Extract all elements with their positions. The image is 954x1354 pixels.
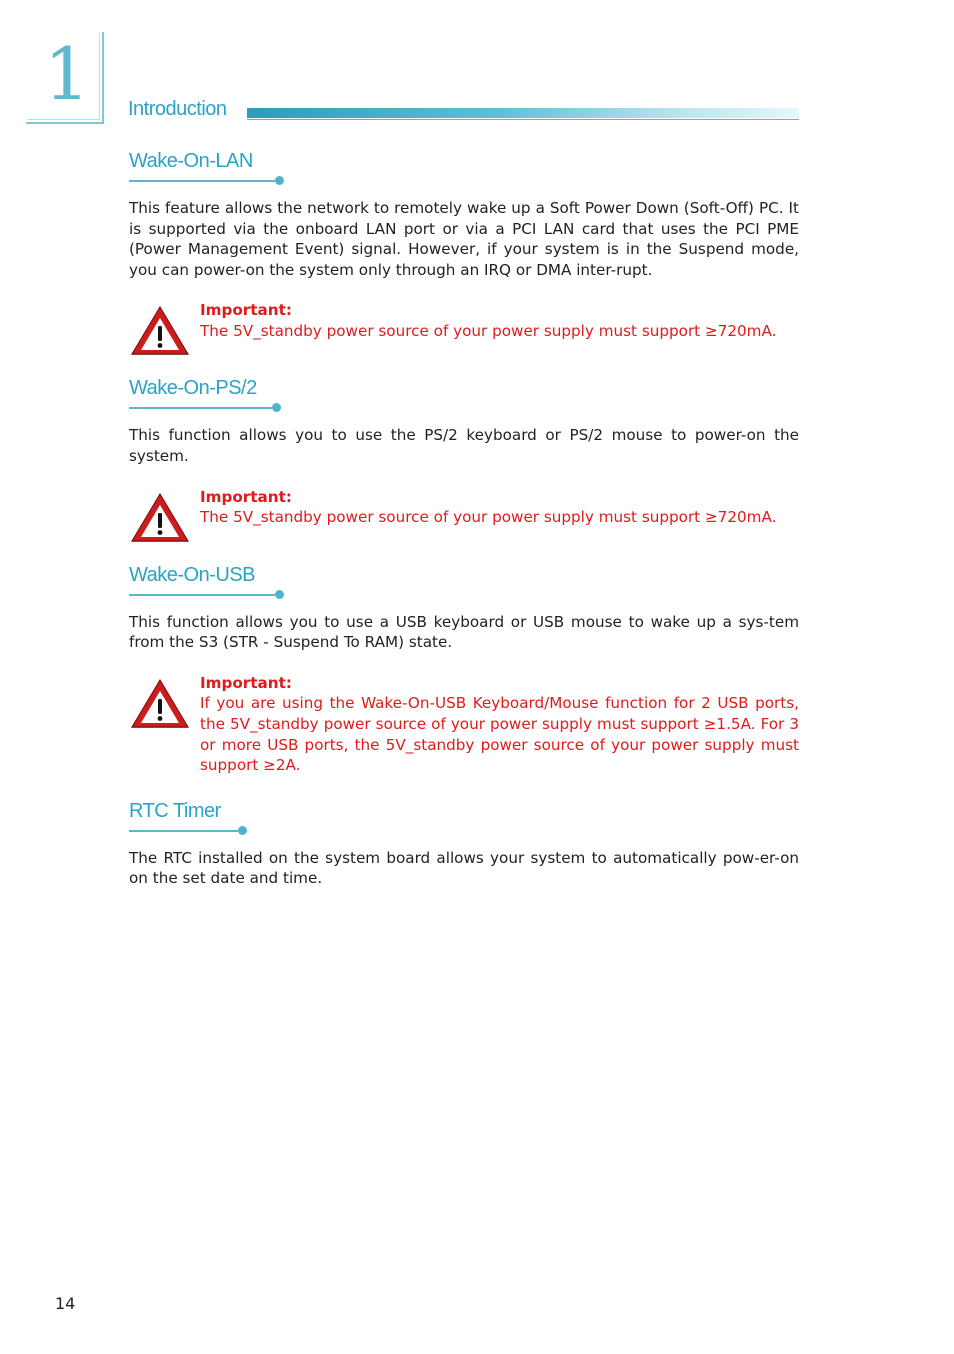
page-number: 14 [55,1294,76,1313]
chapter-title: Introduction [128,98,227,120]
section-title: Wake-On-USB [129,563,256,586]
section-title-rule [129,176,799,186]
section-body: This function allows you to use the PS/2 keyboard or PS/2 mouse to power-on the system. [129,426,799,465]
notice-label: Important: [200,673,292,692]
warning-triangle-icon [129,491,191,545]
section-title: RTC Timer [129,799,221,822]
section-wake-on-usb [129,560,799,776]
notice-text: The 5V_standby power source of your power supply must support ≥720mA. [200,508,777,527]
important-notice [129,673,799,776]
section-body: This feature allows the network to remotely wake up a Soft Power Down (Soft-Off) PC. It is supported via the onboard LAN port or via a PCI LAN card that uses the PCI PME (Power Management Event) signal. However, if your system is in the Suspend mode, you can power-on the system only through an IRQ or DMA inter-rupt. [129,199,799,279]
section-title-rule [129,403,799,413]
section-wake-on-ps2 [129,373,799,542]
important-notice [129,487,799,543]
section-body: The RTC installed on the system board allows your system to automatically pow-er-on on the set date and time. [129,848,799,888]
section-title: Wake-On-LAN [129,150,253,172]
section-title-rule [129,826,799,836]
page-content [129,146,799,889]
notice-text: The 5V_standby power source of your power supply must support ≥720mA. [200,321,777,340]
warning-triangle-icon [129,677,191,731]
section-title-rule [129,590,799,600]
notice-label: Important: [200,301,292,320]
section-rtc-timer [129,796,799,889]
important-notice [129,300,799,356]
warning-triangle-icon [129,304,191,358]
chapter-header-bar [247,108,799,118]
section-wake-on-lan [129,146,799,356]
chapter-number: 1 [44,32,90,116]
section-title: Wake-On-PS/2 [129,377,257,400]
section-body: This function allows you to use a USB keyboard or USB mouse to wake up a sys-tem from the S3 (STR - Suspend To RAM) state. [129,612,799,652]
notice-text: If you are using the Wake-On-USB Keyboard/Mouse function for 2 USB ports, the 5V_standby power source of your power supply must support ≥1.5A. For 3 or more USB ports, the 5V_standby power source of your power supply must support ≥2A. [200,694,799,775]
notice-label: Important: [200,487,292,506]
